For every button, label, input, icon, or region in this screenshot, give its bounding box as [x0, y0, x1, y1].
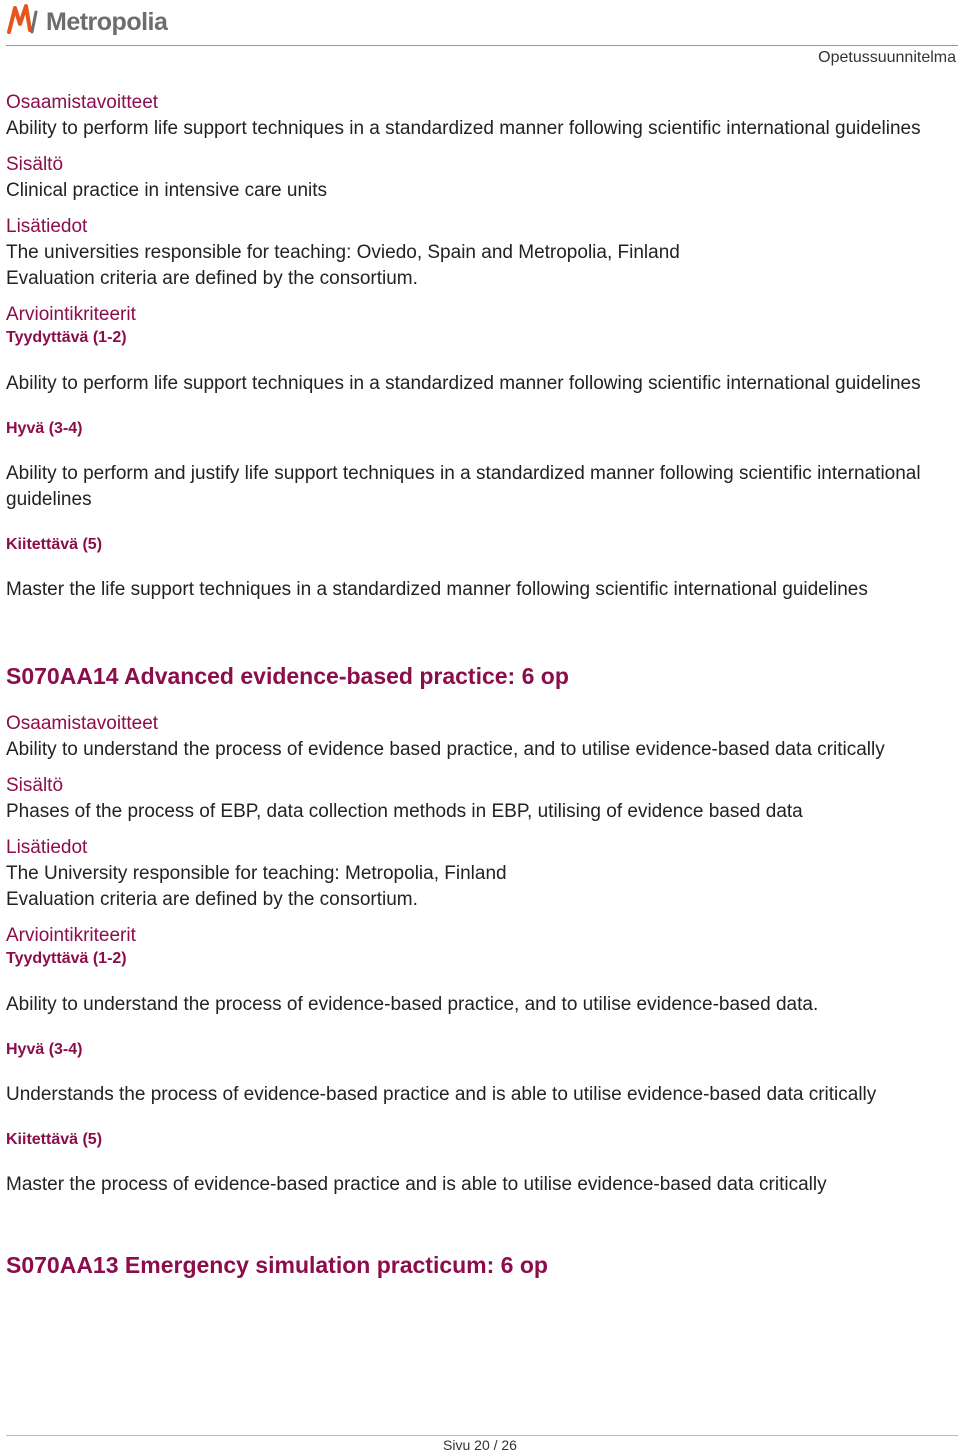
criteria-label: Arviointikriteerit	[6, 925, 136, 946]
objectives-text: Ability to understand the process of evidence based practice, and to utilise evidence-based data critically	[6, 739, 885, 760]
header-divider	[6, 45, 958, 46]
page-number: Sivu 20 / 26	[443, 1437, 517, 1453]
info-line-1: The University responsible for teaching: Metropolia, Finland	[6, 863, 507, 884]
grade-good-text: Understands the process of evidence-based practice and is able to utilise evidence-based data critically	[6, 1084, 877, 1105]
grade-satisfactory-text: Ability to understand the process of evidence-based practice, and to utilise evidence-based data.	[6, 994, 819, 1015]
document-body	[6, 90, 954, 1280]
content-text: Phases of the process of EBP, data collection methods in EBP, utilising of evidence based data	[6, 801, 803, 822]
grade-excellent-text: Master the life support techniques in a standardized manner following scientific international guidelines	[6, 579, 868, 600]
course-title: S070AA14 Advanced evidence-based practice: 6 op	[6, 663, 569, 689]
grade-excellent-text: Master the process of evidence-based practice and is able to utilise evidence-based data critically	[6, 1174, 827, 1195]
grade-excellent-label: Kiitettävä (5)	[6, 536, 103, 553]
info-label: Lisätiedot	[6, 216, 88, 237]
grade-good-text: Ability to perform and justify life support techniques in a standardized manner following scientific international guidelines	[6, 463, 921, 510]
course-title: S070AA13 Emergency simulation practicum: 6 op	[6, 1252, 548, 1278]
logo-wordmark: Metropolia	[46, 8, 168, 36]
grade-satisfactory-label: Tyydyttävä (1-2)	[6, 950, 127, 967]
document-type: Opetussuunnitelma	[818, 49, 956, 66]
content-label: Sisältö	[6, 775, 64, 796]
info-label: Lisätiedot	[6, 837, 88, 858]
section-ebp	[6, 661, 954, 1198]
metropolia-logo	[6, 2, 166, 38]
info-line-2: Evaluation criteria are defined by the consortium.	[6, 268, 418, 289]
content-text: Clinical practice in intensive care units	[6, 180, 328, 201]
objectives-label: Osaamistavoitteet	[6, 713, 159, 734]
section-life-support	[6, 90, 954, 603]
info-line-1: The universities responsible for teaching: Oviedo, Spain and Metropolia, Finland	[6, 242, 680, 263]
objectives-label: Osaamistavoitteet	[6, 92, 159, 113]
grade-good-label: Hyvä (3-4)	[6, 420, 83, 437]
section-emergency-simulation	[6, 1250, 954, 1280]
page-header	[0, 0, 960, 66]
grade-good-label: Hyvä (3-4)	[6, 1041, 83, 1058]
grade-excellent-label: Kiitettävä (5)	[6, 1131, 103, 1148]
info-line-2: Evaluation criteria are defined by the consortium.	[6, 889, 418, 910]
content-label: Sisältö	[6, 154, 64, 175]
grade-satisfactory-text: Ability to perform life support techniques in a standardized manner following scientific international guidelines	[6, 373, 921, 394]
grade-satisfactory-label: Tyydyttävä (1-2)	[6, 329, 127, 346]
metropolia-logo-icon	[6, 2, 42, 38]
criteria-label: Arviointikriteerit	[6, 304, 136, 325]
footer-divider	[6, 1435, 958, 1436]
objectives-text: Ability to perform life support techniques in a standardized manner following scientific international guidelines	[6, 118, 921, 139]
